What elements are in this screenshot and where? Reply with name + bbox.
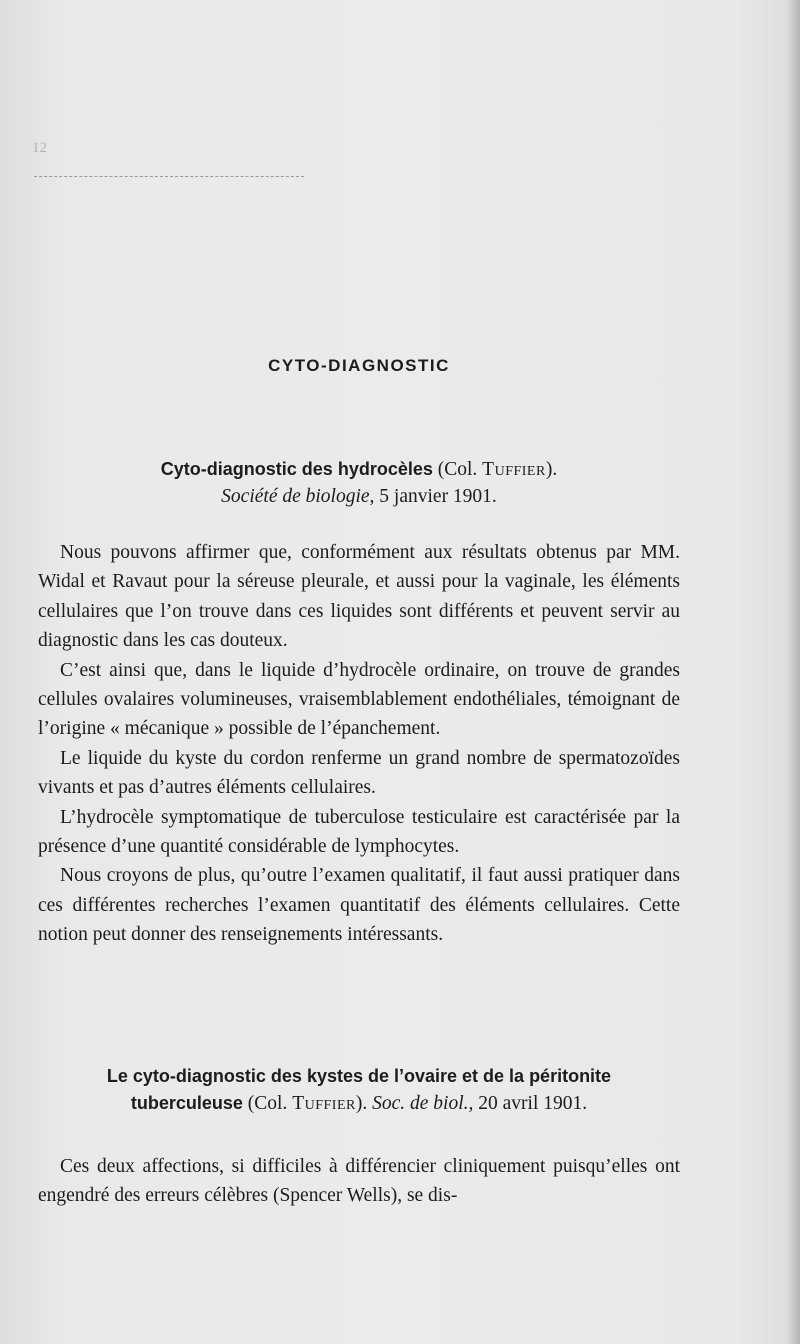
article-1-source: Société de biologie, [221, 486, 375, 507]
article-1-paragraph-5: Nous croyons de plus, qu’outre l’examen qualitatif, il faut aussi pratiquer dans ces différentes recherches l’examen quantitatif des éléments cellulaires. Cette notion peut donner des renseignements intéressants. [38, 865, 680, 946]
article-1-heading [38, 456, 680, 510]
header-rule [34, 176, 304, 177]
article-2-body [38, 1152, 680, 1211]
article-1-body [38, 538, 680, 950]
article-1-author-open: (Col. [437, 459, 483, 480]
article-2-title-part-2: tuberculeuse [130, 1093, 243, 1113]
article-2-date: 20 avril 1901. [473, 1093, 588, 1114]
article-2-title-part-1: Le cyto-diagnostic des kystes de l’ovaire et de la péritonite [106, 1066, 612, 1086]
article-2-paragraph-1: Ces deux affections, si difficiles à différencier cliniquement puisqu’elles ont engendré des erreurs célèbres (Spencer Wells), se dis- [38, 1156, 680, 1207]
article-2-source: Soc. de biol., [372, 1093, 474, 1114]
article-1-paragraph-4: L’hydrocèle symptomatique de tuberculose testiculaire est caractérisée par la présence d’une quantité considérable de lymphocytes. [38, 806, 680, 858]
article-1-author-close: ). [545, 459, 558, 480]
article-1-paragraph-2: C’est ainsi que, dans le liquide d’hydrocèle ordinaire, on trouve de grandes cellules ovalaires volumineuses, vraisemblablement endothéliales, témoignant de l’origine « mécanique » possible de l’épanchement. [38, 659, 680, 740]
article-1-paragraph-1: Nous pouvons affirmer que, conformément aux résultats obtenus par MM. Widal et Ravaut pour la séreuse pleurale, et aussi pour la vaginale, les éléments cellulaires que l’on trouve dans ces liquides sont différents et peuvent servir au diagnostic dans les cas douteux. [38, 542, 680, 652]
section-title: CYTO-DIAGNOSTIC [268, 356, 450, 375]
article-2-title-line-1 [38, 1063, 680, 1090]
article-1-title-line [38, 456, 680, 483]
article-2-title-line-2 [38, 1090, 680, 1117]
article-1-paragraph-3: Le liquide du kyste du cordon renferme un grand nombre de spermatozoïdes vivants et pas d’autres éléments cellulaires. [38, 747, 680, 799]
article-1-source-line [38, 483, 680, 510]
article-1-date: 5 janvier 1901. [374, 486, 497, 507]
article-2-heading [38, 1063, 680, 1117]
article-2-author: Tuffier [292, 1093, 356, 1114]
article-2-author-open: (Col. [247, 1093, 293, 1114]
article-1-author: Tuffier [482, 459, 546, 480]
article-1-title: Cyto-diagnostic des hydrocèles [160, 459, 433, 479]
bleed-through-page-number: 12 [32, 140, 47, 156]
article-2-author-close: ). [355, 1093, 368, 1114]
